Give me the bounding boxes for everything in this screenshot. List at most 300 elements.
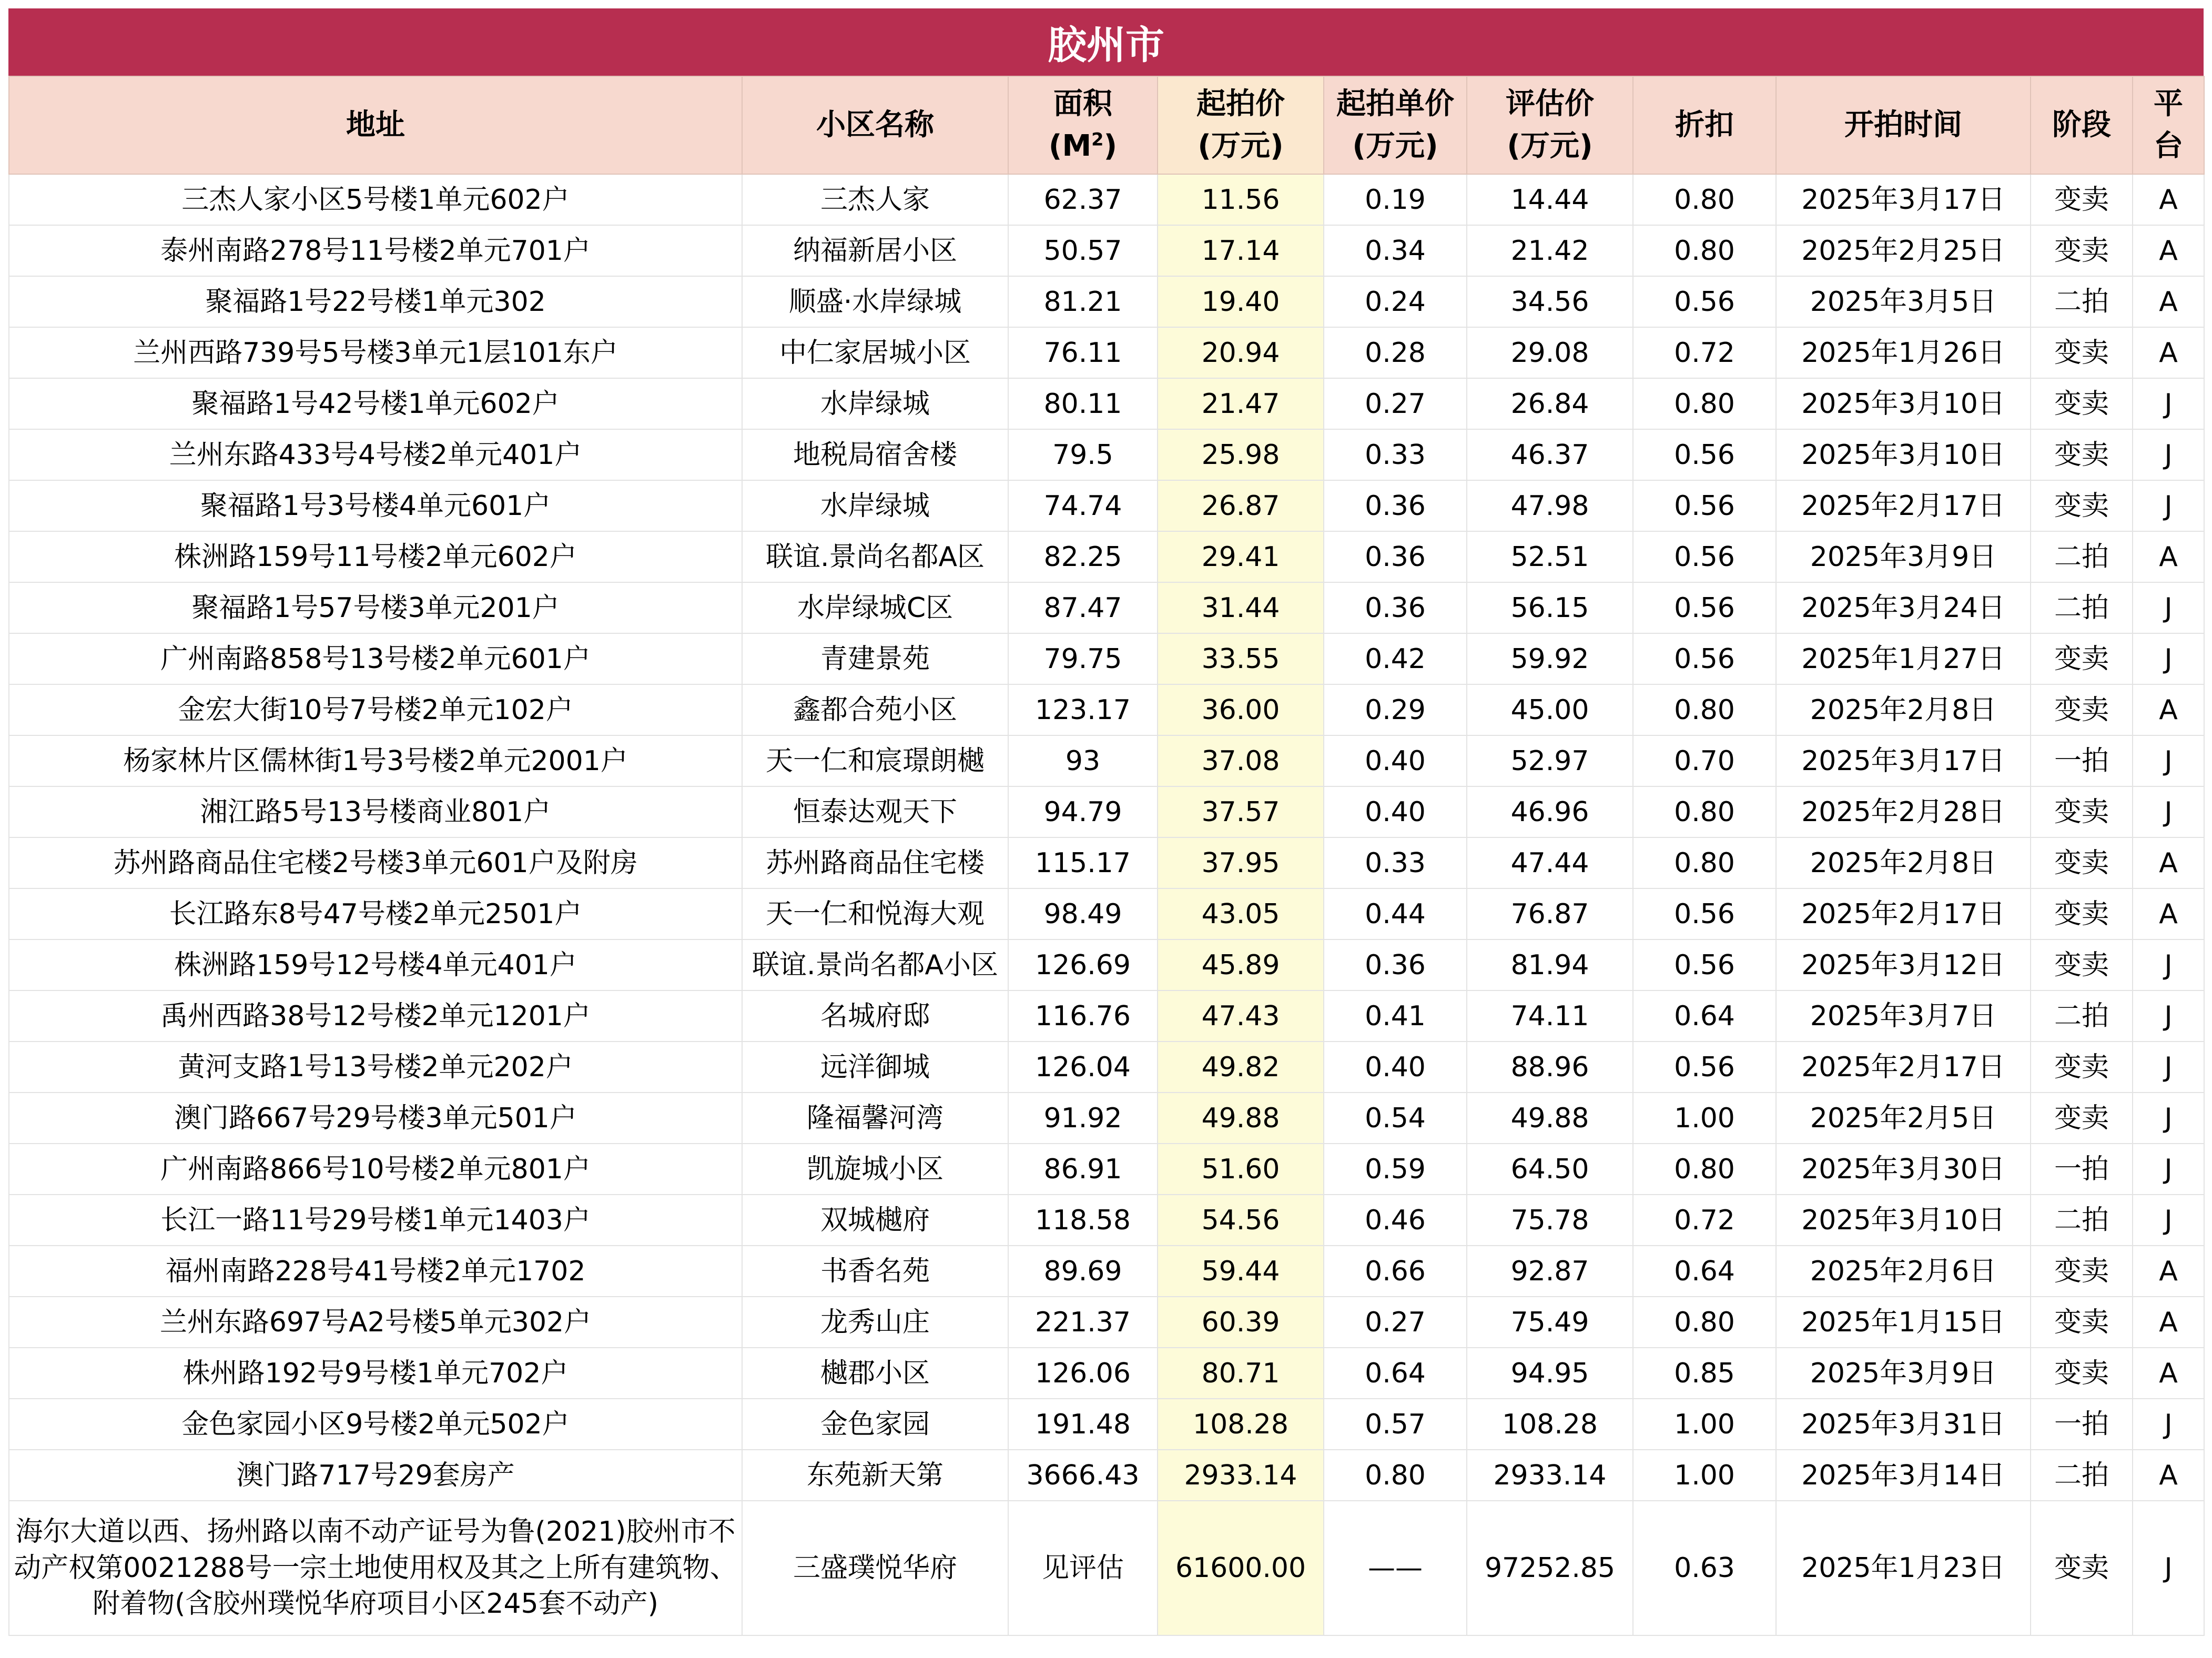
cell-appraisal: 52.97	[1467, 735, 1633, 786]
auction-table	[8, 76, 2205, 1636]
cell-platform: A	[2133, 837, 2204, 888]
cell-appraisal: 81.94	[1467, 939, 1633, 990]
table-row	[9, 1042, 2204, 1093]
cell-platform: J	[2133, 480, 2204, 531]
cell-appraisal: 46.96	[1467, 786, 1633, 837]
cell-start-price: 49.88	[1158, 1093, 1324, 1144]
cell-appraisal: 75.49	[1467, 1297, 1633, 1348]
cell-area: 76.11	[1008, 327, 1158, 378]
cell-platform: J	[2133, 1042, 2204, 1093]
table-row	[9, 837, 2204, 888]
cell-discount: 0.63	[1633, 1501, 1776, 1635]
table-row	[9, 1093, 2204, 1144]
cell-appraisal: 64.50	[1467, 1144, 1633, 1195]
cell-platform: A	[2133, 1297, 2204, 1348]
cell-appraisal: 75.78	[1467, 1195, 1633, 1246]
cell-unit-price: 0.40	[1324, 1042, 1467, 1093]
cell-area: 见评估	[1008, 1501, 1158, 1635]
table-row	[9, 1195, 2204, 1246]
cell-address: 福州南路228号41号楼2单元1702	[9, 1246, 742, 1297]
cell-area: 79.5	[1008, 429, 1158, 480]
cell-start-time: 2025年3月17日	[1776, 174, 2031, 225]
cell-appraisal: 26.84	[1467, 378, 1633, 429]
cell-start-time: 2025年3月31日	[1776, 1399, 2031, 1450]
cell-discount: 0.56	[1633, 1042, 1776, 1093]
cell-platform: A	[2133, 276, 2204, 327]
cell-discount: 0.80	[1633, 378, 1776, 429]
cell-address: 兰州西路739号5号楼3单元1层101东户	[9, 327, 742, 378]
cell-discount: 0.80	[1633, 1144, 1776, 1195]
cell-community: 青建景苑	[742, 633, 1008, 684]
cell-address: 金色家园小区9号楼2单元502户	[9, 1399, 742, 1450]
cell-appraisal: 92.87	[1467, 1246, 1633, 1297]
cell-community: 东苑新天第	[742, 1450, 1008, 1501]
table-row	[9, 684, 2204, 735]
cell-start-time: 2025年3月14日	[1776, 1450, 2031, 1501]
cell-start-price: 43.05	[1158, 888, 1324, 939]
cell-unit-price: 0.33	[1324, 429, 1467, 480]
cell-unit-price: 0.59	[1324, 1144, 1467, 1195]
cell-start-time: 2025年2月17日	[1776, 480, 2031, 531]
cell-discount: 0.80	[1633, 225, 1776, 276]
cell-stage: 变卖	[2031, 225, 2133, 276]
cell-address: 三杰人家小区5号楼1单元602户	[9, 174, 742, 225]
cell-area: 81.21	[1008, 276, 1158, 327]
cell-appraisal: 88.96	[1467, 1042, 1633, 1093]
cell-community: 顺盛·水岸绿城	[742, 276, 1008, 327]
table-row	[9, 1399, 2204, 1450]
cell-platform: J	[2133, 939, 2204, 990]
cell-unit-price: 0.64	[1324, 1348, 1467, 1399]
table-row	[9, 1501, 2204, 1635]
cell-address: 株洲路159号12号楼4单元401户	[9, 939, 742, 990]
cell-address: 长江路东8号47号楼2单元2501户	[9, 888, 742, 939]
cell-stage: 变卖	[2031, 327, 2133, 378]
cell-start-time: 2025年2月8日	[1776, 837, 2031, 888]
cell-unit-price: 0.29	[1324, 684, 1467, 735]
cell-stage: 一拍	[2031, 1399, 2133, 1450]
cell-address: 澳门路667号29号楼3单元501户	[9, 1093, 742, 1144]
cell-unit-price: 0.44	[1324, 888, 1467, 939]
table-row	[9, 888, 2204, 939]
cell-area: 118.58	[1008, 1195, 1158, 1246]
cell-discount: 0.64	[1633, 1246, 1776, 1297]
cell-platform: A	[2133, 531, 2204, 582]
header-start-time: 开拍时间	[1776, 76, 2031, 174]
cell-unit-price: 0.27	[1324, 1297, 1467, 1348]
cell-community: 地税局宿舍楼	[742, 429, 1008, 480]
header-discount: 折扣	[1633, 76, 1776, 174]
cell-stage: 二拍	[2031, 1450, 2133, 1501]
cell-community: 名城府邸	[742, 990, 1008, 1042]
cell-start-price: 60.39	[1158, 1297, 1324, 1348]
cell-platform: J	[2133, 1501, 2204, 1635]
cell-stage: 变卖	[2031, 1246, 2133, 1297]
cell-area: 80.11	[1008, 378, 1158, 429]
cell-address: 广州南路866号10号楼2单元801户	[9, 1144, 742, 1195]
cell-appraisal: 46.37	[1467, 429, 1633, 480]
table-row	[9, 225, 2204, 276]
cell-address: 苏州路商品住宅楼2号楼3单元601户及附房	[9, 837, 742, 888]
cell-platform: J	[2133, 582, 2204, 633]
cell-discount: 1.00	[1633, 1399, 1776, 1450]
cell-community: 书香名苑	[742, 1246, 1008, 1297]
cell-community: 鑫都合苑小区	[742, 684, 1008, 735]
cell-discount: 0.80	[1633, 684, 1776, 735]
table-row	[9, 327, 2204, 378]
cell-start-time: 2025年3月12日	[1776, 939, 2031, 990]
cell-appraisal: 52.51	[1467, 531, 1633, 582]
cell-start-price: 19.40	[1158, 276, 1324, 327]
cell-stage: 变卖	[2031, 888, 2133, 939]
cell-start-time: 2025年3月17日	[1776, 735, 2031, 786]
cell-appraisal: 14.44	[1467, 174, 1633, 225]
cell-start-time: 2025年1月26日	[1776, 327, 2031, 378]
cell-area: 91.92	[1008, 1093, 1158, 1144]
cell-start-price: 51.60	[1158, 1144, 1324, 1195]
cell-address: 聚福路1号3号楼4单元601户	[9, 480, 742, 531]
cell-appraisal: 47.44	[1467, 837, 1633, 888]
cell-unit-price: 0.54	[1324, 1093, 1467, 1144]
table-row	[9, 786, 2204, 837]
cell-unit-price: 0.46	[1324, 1195, 1467, 1246]
cell-unit-price: 0.24	[1324, 276, 1467, 327]
cell-unit-price: ——	[1324, 1501, 1467, 1635]
cell-start-price: 59.44	[1158, 1246, 1324, 1297]
cell-community: 联谊.景尚名都A小区	[742, 939, 1008, 990]
cell-start-time: 2025年2月25日	[1776, 225, 2031, 276]
cell-platform: J	[2133, 1093, 2204, 1144]
cell-unit-price: 0.19	[1324, 174, 1467, 225]
table-row	[9, 1297, 2204, 1348]
cell-platform: A	[2133, 684, 2204, 735]
cell-start-price: 45.89	[1158, 939, 1324, 990]
cell-start-price: 25.98	[1158, 429, 1324, 480]
cell-discount: 0.56	[1633, 480, 1776, 531]
cell-unit-price: 0.34	[1324, 225, 1467, 276]
cell-appraisal: 94.95	[1467, 1348, 1633, 1399]
cell-platform: A	[2133, 1246, 2204, 1297]
cell-discount: 0.56	[1633, 276, 1776, 327]
cell-address: 株州路192号9号楼1单元702户	[9, 1348, 742, 1399]
header-area: 面积 $(M^2)$	[1008, 76, 1158, 174]
cell-platform: J	[2133, 786, 2204, 837]
cell-platform: A	[2133, 327, 2204, 378]
spreadsheet	[8, 8, 2204, 1636]
cell-stage: 一拍	[2031, 735, 2133, 786]
table-row	[9, 174, 2204, 225]
cell-start-time: 2025年3月10日	[1776, 1195, 2031, 1246]
table-row	[9, 1144, 2204, 1195]
cell-address: 泰州南路278号11号楼2单元701户	[9, 225, 742, 276]
cell-discount: 0.56	[1633, 939, 1776, 990]
cell-appraisal: 76.87	[1467, 888, 1633, 939]
cell-discount: 1.00	[1633, 1093, 1776, 1144]
cell-area: 79.75	[1008, 633, 1158, 684]
cell-discount: 1.00	[1633, 1450, 1776, 1501]
header-unit-price: 起拍单价 (万元)	[1324, 76, 1467, 174]
cell-stage: 变卖	[2031, 174, 2133, 225]
cell-area: 126.04	[1008, 1042, 1158, 1093]
cell-stage: 变卖	[2031, 684, 2133, 735]
cell-area: 126.69	[1008, 939, 1158, 990]
cell-community: 三盛璞悦华府	[742, 1501, 1008, 1635]
cell-address: 澳门路717号29套房产	[9, 1450, 742, 1501]
cell-address: 兰州东路433号4号楼2单元401户	[9, 429, 742, 480]
cell-start-time: 2025年1月23日	[1776, 1501, 2031, 1635]
cell-stage: 二拍	[2031, 531, 2133, 582]
cell-address: 聚福路1号22号楼1单元302	[9, 276, 742, 327]
table-body	[9, 174, 2204, 1635]
cell-unit-price: 0.57	[1324, 1399, 1467, 1450]
cell-start-price: 21.47	[1158, 378, 1324, 429]
cell-start-time: 2025年3月5日	[1776, 276, 2031, 327]
cell-community: 恒泰达观天下	[742, 786, 1008, 837]
cell-appraisal: 45.00	[1467, 684, 1633, 735]
cell-start-time: 2025年2月17日	[1776, 888, 2031, 939]
cell-address: 禹州西路38号12号楼2单元1201户	[9, 990, 742, 1042]
cell-stage: 变卖	[2031, 1042, 2133, 1093]
header-stage: 阶段	[2031, 76, 2133, 174]
cell-stage: 变卖	[2031, 837, 2133, 888]
cell-community: 凯旋城小区	[742, 1144, 1008, 1195]
cell-address: 金宏大街10号7号楼2单元102户	[9, 684, 742, 735]
cell-community: 远洋御城	[742, 1042, 1008, 1093]
cell-unit-price: 0.36	[1324, 480, 1467, 531]
cell-community: 天一仁和宸璟朗樾	[742, 735, 1008, 786]
header-address: 地址	[9, 76, 742, 174]
cell-discount: 0.56	[1633, 888, 1776, 939]
cell-address: 杨家林片区儒林街1号3号楼2单元2001户	[9, 735, 742, 786]
cell-community: 联谊.景尚名都A区	[742, 531, 1008, 582]
cell-start-price: 61600.00	[1158, 1501, 1324, 1635]
cell-stage: 二拍	[2031, 1195, 2133, 1246]
cell-start-price: 11.56	[1158, 174, 1324, 225]
cell-discount: 0.56	[1633, 582, 1776, 633]
cell-area: 98.49	[1008, 888, 1158, 939]
cell-stage: 变卖	[2031, 786, 2133, 837]
cell-discount: 0.72	[1633, 327, 1776, 378]
table-row	[9, 633, 2204, 684]
cell-unit-price: 0.40	[1324, 735, 1467, 786]
cell-start-time: 2025年1月27日	[1776, 633, 2031, 684]
cell-platform: J	[2133, 429, 2204, 480]
cell-start-price: 54.56	[1158, 1195, 1324, 1246]
cell-stage: 变卖	[2031, 939, 2133, 990]
cell-community: 中仁家居城小区	[742, 327, 1008, 378]
cell-platform: J	[2133, 1195, 2204, 1246]
cell-start-time: 2025年1月15日	[1776, 1297, 2031, 1348]
header-community: 小区名称	[742, 76, 1008, 174]
cell-appraisal: 97252.85	[1467, 1501, 1633, 1635]
cell-unit-price: 0.36	[1324, 531, 1467, 582]
cell-start-time: 2025年3月30日	[1776, 1144, 2031, 1195]
cell-unit-price: 0.36	[1324, 939, 1467, 990]
cell-address: 海尔大道以西、扬州路以南不动产证号为鲁(2021)胶州市不动产权第0021288号一宗土地使用权及其之上所有建筑物、附着物(含胶州璞悦华府项目小区245套不动产)	[9, 1501, 742, 1635]
cell-platform: A	[2133, 174, 2204, 225]
cell-stage: 变卖	[2031, 1297, 2133, 1348]
cell-address: 黄河支路1号13号楼2单元202户	[9, 1042, 742, 1093]
table-row	[9, 735, 2204, 786]
cell-start-time: 2025年3月9日	[1776, 1348, 2031, 1399]
cell-address: 广州南路858号13号楼2单元601户	[9, 633, 742, 684]
cell-start-time: 2025年3月24日	[1776, 582, 2031, 633]
cell-stage: 二拍	[2031, 582, 2133, 633]
cell-unit-price: 0.40	[1324, 786, 1467, 837]
cell-appraisal: 2933.14	[1467, 1450, 1633, 1501]
cell-discount: 0.80	[1633, 1297, 1776, 1348]
cell-area: 221.37	[1008, 1297, 1158, 1348]
cell-area: 74.74	[1008, 480, 1158, 531]
cell-area: 191.48	[1008, 1399, 1158, 1450]
table-row	[9, 939, 2204, 990]
cell-start-price: 26.87	[1158, 480, 1324, 531]
cell-stage: 一拍	[2031, 1144, 2133, 1195]
cell-platform: A	[2133, 1450, 2204, 1501]
cell-stage: 变卖	[2031, 1501, 2133, 1635]
cell-community: 龙秀山庄	[742, 1297, 1008, 1348]
cell-area: 123.17	[1008, 684, 1158, 735]
cell-discount: 0.56	[1633, 633, 1776, 684]
cell-start-price: 33.55	[1158, 633, 1324, 684]
cell-discount: 0.70	[1633, 735, 1776, 786]
cell-stage: 变卖	[2031, 378, 2133, 429]
cell-community: 三杰人家	[742, 174, 1008, 225]
cell-discount: 0.85	[1633, 1348, 1776, 1399]
cell-start-price: 17.14	[1158, 225, 1324, 276]
cell-community: 天一仁和悦海大观	[742, 888, 1008, 939]
cell-community: 隆福馨河湾	[742, 1093, 1008, 1144]
cell-appraisal: 29.08	[1467, 327, 1633, 378]
cell-start-time: 2025年2月28日	[1776, 786, 2031, 837]
cell-area: 50.57	[1008, 225, 1158, 276]
cell-start-time: 2025年3月9日	[1776, 531, 2031, 582]
cell-start-price: 80.71	[1158, 1348, 1324, 1399]
cell-discount: 0.56	[1633, 531, 1776, 582]
cell-area: 116.76	[1008, 990, 1158, 1042]
cell-start-price: 49.82	[1158, 1042, 1324, 1093]
cell-start-price: 20.94	[1158, 327, 1324, 378]
cell-address: 聚福路1号57号楼3单元201户	[9, 582, 742, 633]
cell-stage: 二拍	[2031, 276, 2133, 327]
cell-appraisal: 56.15	[1467, 582, 1633, 633]
cell-address: 湘江路5号13号楼商业801户	[9, 786, 742, 837]
table-row	[9, 429, 2204, 480]
cell-start-price: 37.57	[1158, 786, 1324, 837]
cell-community: 纳福新居小区	[742, 225, 1008, 276]
cell-start-time: 2025年3月7日	[1776, 990, 2031, 1042]
cell-start-price: 37.95	[1158, 837, 1324, 888]
cell-community: 樾郡小区	[742, 1348, 1008, 1399]
cell-start-price: 29.41	[1158, 531, 1324, 582]
cell-stage: 变卖	[2031, 429, 2133, 480]
cell-discount: 0.64	[1633, 990, 1776, 1042]
cell-start-time: 2025年2月5日	[1776, 1093, 2031, 1144]
cell-platform: A	[2133, 225, 2204, 276]
cell-discount: 0.80	[1633, 786, 1776, 837]
cell-platform: J	[2133, 1144, 2204, 1195]
sheet-title: 胶州市	[8, 8, 2204, 76]
cell-address: 株洲路159号11号楼2单元602户	[9, 531, 742, 582]
header-appraisal: 评估价 (万元)	[1467, 76, 1633, 174]
cell-unit-price: 0.33	[1324, 837, 1467, 888]
cell-start-price: 2933.14	[1158, 1450, 1324, 1501]
table-row	[9, 276, 2204, 327]
cell-stage: 二拍	[2031, 990, 2133, 1042]
cell-start-price: 108.28	[1158, 1399, 1324, 1450]
cell-stage: 变卖	[2031, 1093, 2133, 1144]
cell-area: 3666.43	[1008, 1450, 1158, 1501]
cell-appraisal: 108.28	[1467, 1399, 1633, 1450]
cell-start-time: 2025年3月10日	[1776, 378, 2031, 429]
cell-unit-price: 0.80	[1324, 1450, 1467, 1501]
table-row	[9, 990, 2204, 1042]
cell-start-time: 2025年2月8日	[1776, 684, 2031, 735]
cell-start-time: 2025年2月6日	[1776, 1246, 2031, 1297]
cell-community: 苏州路商品住宅楼	[742, 837, 1008, 888]
cell-unit-price: 0.66	[1324, 1246, 1467, 1297]
cell-area: 94.79	[1008, 786, 1158, 837]
cell-platform: A	[2133, 1348, 2204, 1399]
cell-appraisal: 21.42	[1467, 225, 1633, 276]
cell-start-price: 47.43	[1158, 990, 1324, 1042]
cell-unit-price: 0.27	[1324, 378, 1467, 429]
cell-start-time: 2025年2月17日	[1776, 1042, 2031, 1093]
table-row	[9, 1450, 2204, 1501]
cell-community: 水岸绿城	[742, 480, 1008, 531]
cell-discount: 0.72	[1633, 1195, 1776, 1246]
table-row	[9, 480, 2204, 531]
cell-unit-price: 0.41	[1324, 990, 1467, 1042]
cell-area: 62.37	[1008, 174, 1158, 225]
cell-appraisal: 59.92	[1467, 633, 1633, 684]
cell-community: 金色家园	[742, 1399, 1008, 1450]
table-row	[9, 1348, 2204, 1399]
cell-discount: 0.80	[1633, 837, 1776, 888]
table-row	[9, 531, 2204, 582]
cell-stage: 变卖	[2031, 1348, 2133, 1399]
cell-community: 水岸绿城C区	[742, 582, 1008, 633]
cell-start-price: 31.44	[1158, 582, 1324, 633]
cell-unit-price: 0.36	[1324, 582, 1467, 633]
cell-platform: J	[2133, 735, 2204, 786]
cell-start-price: 37.08	[1158, 735, 1324, 786]
cell-address: 聚福路1号42号楼1单元602户	[9, 378, 742, 429]
table-row	[9, 582, 2204, 633]
cell-discount: 0.80	[1633, 174, 1776, 225]
cell-area: 89.69	[1008, 1246, 1158, 1297]
cell-stage: 变卖	[2031, 480, 2133, 531]
cell-address: 长江一路11号29号楼1单元1403户	[9, 1195, 742, 1246]
cell-platform: J	[2133, 633, 2204, 684]
cell-area: 126.06	[1008, 1348, 1158, 1399]
header-row	[9, 76, 2204, 174]
cell-start-time: 2025年3月10日	[1776, 429, 2031, 480]
cell-area: 87.47	[1008, 582, 1158, 633]
cell-appraisal: 47.98	[1467, 480, 1633, 531]
cell-platform: J	[2133, 990, 2204, 1042]
cell-appraisal: 49.88	[1467, 1093, 1633, 1144]
table-row	[9, 1246, 2204, 1297]
cell-area: 82.25	[1008, 531, 1158, 582]
cell-area: 93	[1008, 735, 1158, 786]
header-platform: 平 台	[2133, 76, 2204, 174]
cell-platform: A	[2133, 888, 2204, 939]
cell-community: 双城樾府	[742, 1195, 1008, 1246]
cell-unit-price: 0.42	[1324, 633, 1467, 684]
cell-start-price: 36.00	[1158, 684, 1324, 735]
cell-appraisal: 34.56	[1467, 276, 1633, 327]
